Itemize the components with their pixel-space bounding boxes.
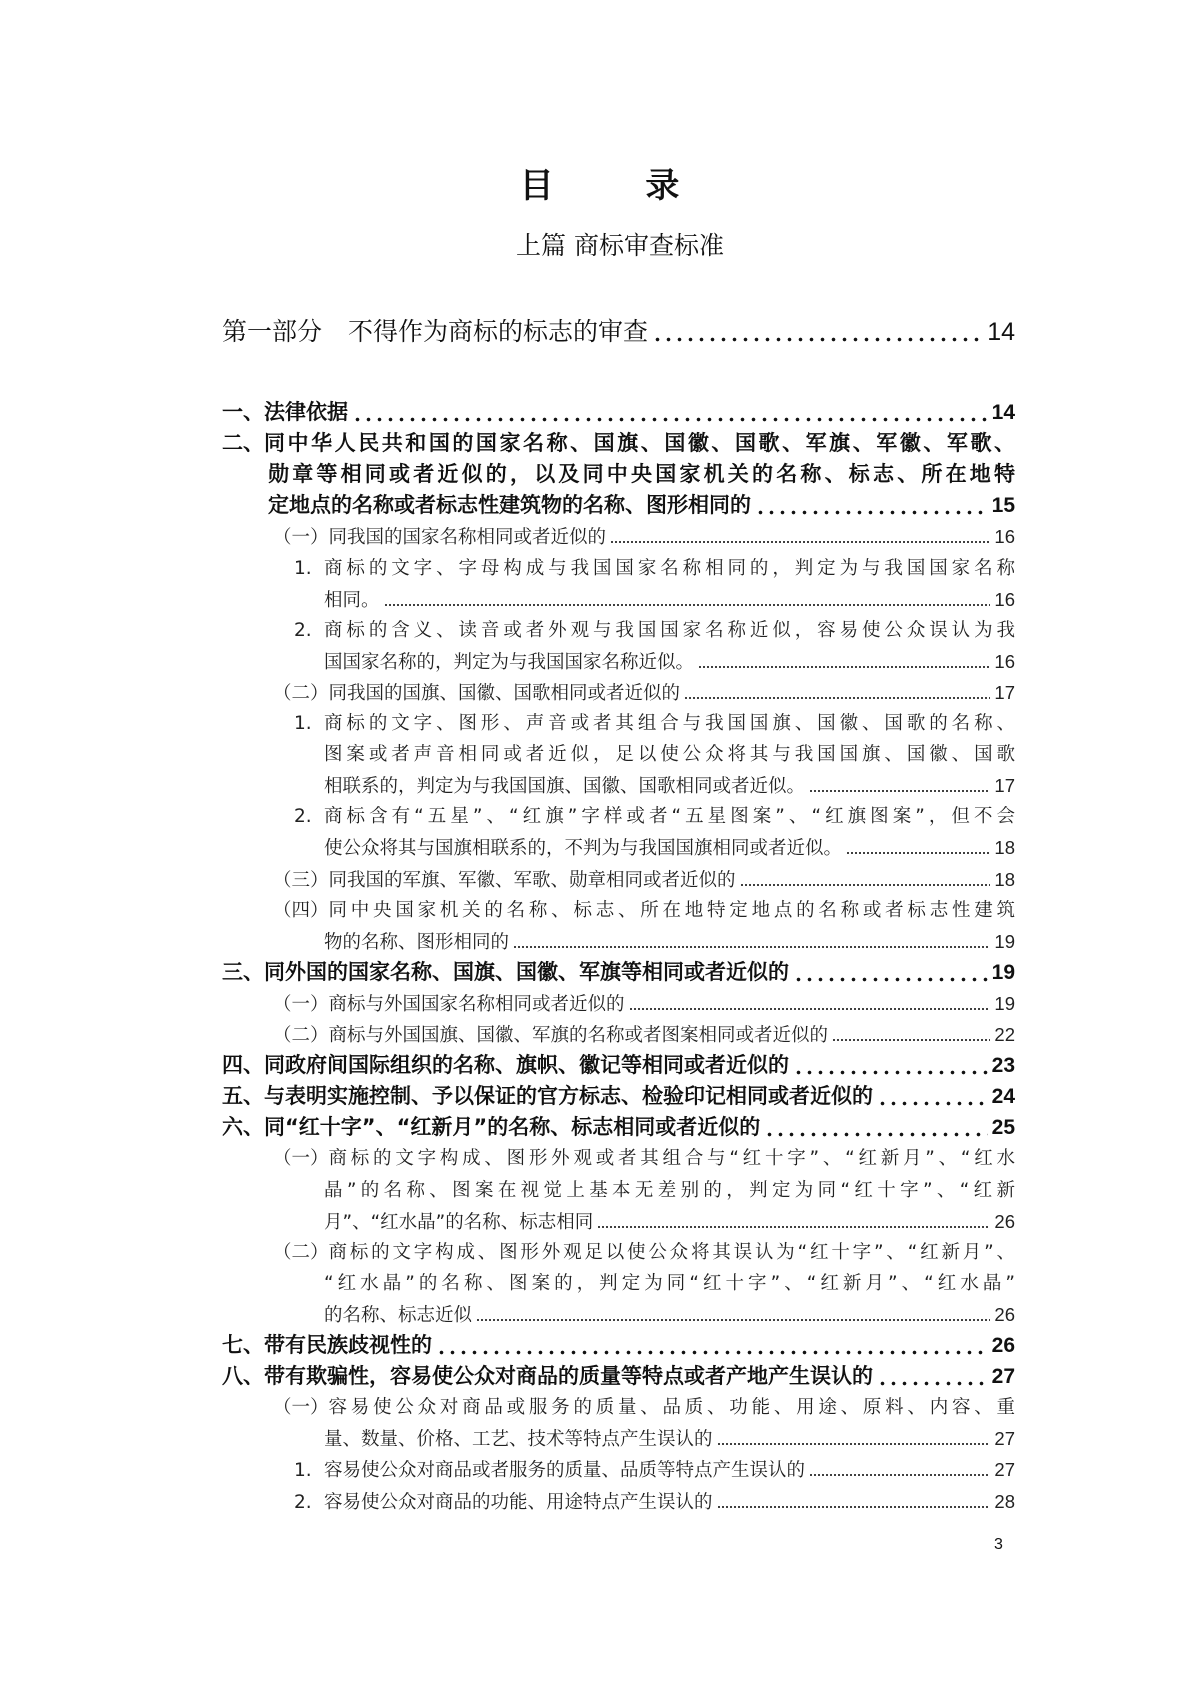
entry-page: 16 <box>994 526 1015 548</box>
entry-text: 与表明实施控制、予以保证的官方标志、检验印记相同或者近似的 <box>264 1084 873 1109</box>
toc-entry-line[interactable] <box>273 521 1015 552</box>
dot-leader <box>384 603 991 607</box>
entry-page: 19 <box>994 930 1015 952</box>
entry-number: 四、 <box>222 1053 264 1078</box>
entry-number: （二） <box>273 1025 329 1046</box>
entry-number: 2. <box>294 619 312 641</box>
toc-entry-line-wrapped[interactable] <box>268 459 1015 490</box>
toc-entry-line[interactable] <box>294 1454 1015 1485</box>
entry-text: 勋章等相同或者近似的，以及同中央国家机关的名称、标志、所在地特 <box>268 462 1015 487</box>
dot-leader <box>809 789 990 793</box>
entry-number: 2. <box>294 1491 312 1513</box>
entry-page: 18 <box>994 868 1015 890</box>
entry-page: 14 <box>991 401 1015 424</box>
entry-number: 二、 <box>222 431 264 456</box>
entry-text: 商标的文字构成、图形外观或者其组合与“红十字”、“红新月”、“红水 <box>328 1148 1015 1170</box>
entry-number: 八、 <box>222 1364 264 1389</box>
entry-page: 19 <box>994 992 1015 1014</box>
entry-number: （二） <box>273 1241 329 1263</box>
toc-entry-line-wrapped[interactable] <box>324 1175 1015 1206</box>
toc-entry-line-wrapped[interactable] <box>294 553 1015 584</box>
entry-page: 28 <box>994 1490 1015 1512</box>
entry-text: 同外国的国家名称、国旗、国徽、军旗等相同或者近似的 <box>264 959 789 984</box>
dot-leader <box>832 1038 990 1042</box>
entry-text: 晶”的名称、图案在视觉上基本无差别的，判定为同“红十字”、“红新 <box>324 1179 1015 1201</box>
entry-page: 23 <box>991 1054 1015 1078</box>
dot-leader <box>610 540 990 544</box>
entry-page: 18 <box>994 837 1015 859</box>
entry-number: （一） <box>273 993 329 1015</box>
entry-page: 19 <box>991 960 1015 984</box>
entry-number: （一） <box>273 527 329 549</box>
entry-number: 2. <box>294 806 312 828</box>
entry-number: （一） <box>273 1148 329 1170</box>
entry-page: 17 <box>994 681 1015 703</box>
entry-page: 27 <box>994 1459 1015 1481</box>
toc-entry-line[interactable] <box>273 988 1015 1019</box>
dot-leader <box>698 665 990 669</box>
entry-text: 商标的文字、图形、声音或者其组合与我国国旗、国徽、国歌的名称、 <box>324 713 1015 734</box>
entry-text: 同中央国家机关的名称、标志、所在地特定地点的名称或者标志性建筑 <box>328 899 1015 921</box>
entry-page: 26 <box>991 1334 1015 1357</box>
dot-leader <box>717 1505 991 1509</box>
entry-text: “红水晶”的名称、图案的，判定为同“红十字”、“红新月”、“红水晶” <box>324 1272 1015 1294</box>
toc-entry-line[interactable] <box>273 677 1015 708</box>
toc-entry-line[interactable] <box>222 1361 1015 1392</box>
entry-number: 三、 <box>222 959 264 984</box>
entry-page: 27 <box>994 1428 1015 1450</box>
entry-page: 16 <box>994 588 1015 610</box>
toc-entry-line-wrapped[interactable] <box>222 428 1015 459</box>
dot-leader <box>793 1070 988 1075</box>
entry-text: 的名称、标志近似 <box>324 1304 473 1326</box>
part-label: 第一部分 <box>222 317 323 346</box>
entry-text: 带有欺骗性，容易使公众对商品的质量等特点或者产地产生误认的 <box>264 1364 873 1389</box>
entry-text: 商标的文字、字母构成与我国国家名称相同的，判定为与我国国家名称 <box>324 557 1015 579</box>
entry-page: 15 <box>991 494 1015 518</box>
entry-number: （二） <box>273 682 329 704</box>
entry-number: （四） <box>273 899 329 921</box>
entry-text: 国国家名称的，判定为与我国国家名称近似。 <box>324 651 695 673</box>
entry-text: 同我国的军旗、军徽、军歌、勋章相同或者近似的 <box>328 869 736 891</box>
dot-leader <box>793 977 988 982</box>
entry-page: 26 <box>994 1303 1015 1325</box>
entry-page: 26 <box>994 1210 1015 1232</box>
dot-leader <box>597 1225 990 1229</box>
dot-leader <box>513 945 990 949</box>
entry-number: （三） <box>273 869 329 891</box>
toc-entry-line-wrapped[interactable] <box>294 801 1015 832</box>
entry-text: 同中华人民共和国的国家名称、国旗、国徽、国歌、军旗、军徽、军歌、 <box>264 431 1015 456</box>
entry-text: 商标的含义、读音或者外观与我国国家名称近似，容易使公众误认为我 <box>324 619 1015 641</box>
entry-number: 六、 <box>222 1115 264 1140</box>
entry-text: 商标含有“五星”、“红旗”字样或者“五星图案”、“红旗图案”，但不会 <box>324 806 1015 828</box>
entry-text: 商标的文字构成、图形外观足以使公众将其误认为“红十字”、“红新月”、 <box>328 1241 1015 1263</box>
dot-leader <box>877 1101 988 1106</box>
dot-leader <box>877 1381 988 1386</box>
toc-entry-line[interactable] <box>324 926 1015 957</box>
entry-text: 容易使公众对商品或者服务的质量、品质等特点产生误认的 <box>324 1460 806 1482</box>
dot-leader <box>717 1442 991 1446</box>
toc-entry-line[interactable] <box>324 1206 1015 1237</box>
page-number: 3 <box>994 1536 1003 1553</box>
entry-text: 相同。 <box>324 589 380 611</box>
dot-leader <box>846 851 990 855</box>
entry-text: 容易使公众对商品或服务的质量、品质、功能、用途、原料、内容、重 <box>328 1397 1015 1419</box>
part-text: 不得作为商标的标志的审查 <box>348 317 649 346</box>
toc-subtitle: 上篇 商标审查标准 <box>516 231 724 260</box>
toc-entry-line-wrapped[interactable] <box>324 739 1015 770</box>
toc-entry-line[interactable] <box>222 1112 1015 1143</box>
toc-entry-line[interactable] <box>294 1486 1015 1517</box>
toc-entry-line[interactable] <box>222 957 1015 988</box>
dot-leader <box>476 1318 990 1322</box>
dot-leader <box>436 1350 988 1355</box>
toc-entry-line[interactable] <box>324 1423 1015 1454</box>
entry-page: 22 <box>994 1024 1015 1045</box>
toc-entry-line[interactable] <box>324 832 1015 863</box>
dot-leader <box>755 510 988 515</box>
toc-entry-line[interactable] <box>222 1050 1015 1081</box>
toc-entry-line[interactable] <box>268 490 1015 521</box>
toc-entry-line[interactable] <box>324 770 1015 801</box>
entry-number: 1. <box>294 1460 312 1482</box>
entry-text: 同我国的国旗、国徽、国歌相同或者近似的 <box>328 682 681 704</box>
entry-text: 定地点的名称或者标志性建筑物的名称、图形相同的 <box>268 493 751 518</box>
dot-leader <box>652 337 983 342</box>
entry-text: 使公众将其与国旗相联系的，不判为与我国国旗相同或者近似。 <box>324 838 843 860</box>
dot-leader <box>764 1132 987 1137</box>
toc-entry-line-wrapped[interactable] <box>324 1268 1015 1299</box>
entry-number: （一） <box>273 1397 329 1419</box>
toc-entry-line[interactable] <box>324 1299 1015 1330</box>
dot-leader <box>684 696 990 700</box>
entry-number: 五、 <box>222 1084 264 1109</box>
toc-entry-line[interactable] <box>273 1019 1015 1050</box>
toc-entry-line-wrapped[interactable] <box>273 1143 1015 1174</box>
toc-entry-line[interactable] <box>273 864 1015 895</box>
toc-entry-line-wrapped[interactable] <box>294 708 1015 739</box>
entry-text: 商标与外国国家名称相同或者近似的 <box>328 993 625 1015</box>
entry-text: 容易使公众对商品的功能、用途特点产生误认的 <box>324 1491 713 1513</box>
entry-text: 同政府间国际组织的名称、旗帜、徽记等相同或者近似的 <box>264 1053 789 1078</box>
entry-page: 24 <box>991 1085 1015 1109</box>
entry-text: 量、数量、价格、工艺、技术等特点产生误认的 <box>324 1429 713 1451</box>
dot-leader <box>740 883 991 887</box>
toc-entry-line-wrapped[interactable] <box>294 615 1015 646</box>
entry-page: 16 <box>994 650 1015 672</box>
entry-text: 月”、“红水晶”的名称、标志相同 <box>324 1211 594 1233</box>
toc-entry-line[interactable] <box>222 397 1015 428</box>
entry-number: 一、 <box>222 400 264 424</box>
entry-number: 七、 <box>222 1333 264 1357</box>
toc-entry-line[interactable] <box>222 1081 1015 1112</box>
entry-text: 同我国的国家名称相同或者近似的 <box>328 527 607 549</box>
toc-entry-line[interactable] <box>324 646 1015 677</box>
entry-text: 同“红十字”、“红新月”的名称、标志相同或者近似的 <box>264 1115 761 1140</box>
entry-text: 物的名称、图形相同的 <box>324 931 510 953</box>
entry-number: 1. <box>294 557 312 579</box>
toc-entry-line-wrapped[interactable] <box>273 1392 1015 1423</box>
toc-entry-line-wrapped[interactable] <box>273 895 1015 926</box>
entry-number: 1. <box>294 713 312 734</box>
entry-page: 17 <box>994 775 1015 797</box>
entry-text: 带有民族歧视性的 <box>264 1333 432 1357</box>
entry-text: 商标与外国国旗、国徽、军旗的名称或者图案相同或者近似的 <box>328 1025 829 1046</box>
toc-part-heading[interactable] <box>222 312 1015 348</box>
toc-entry-line-wrapped[interactable] <box>273 1237 1015 1268</box>
toc-entry-line[interactable] <box>222 1330 1015 1361</box>
entry-text: 相联系的，判定为与我国国旗、国徽、国歌相同或者近似。 <box>324 776 806 798</box>
entry-text: 法律依据 <box>264 400 348 424</box>
entry-text: 图案或者声音相同或者近似，足以使公众将其与我国国旗、国徽、国歌 <box>324 744 1015 766</box>
entry-page: 27 <box>991 1365 1015 1389</box>
entry-page: 25 <box>991 1116 1015 1140</box>
toc-entry-line[interactable] <box>324 584 1015 615</box>
dot-leader <box>809 1473 990 1477</box>
toc-title: 目 录 <box>519 166 720 206</box>
part-page: 14 <box>987 318 1015 346</box>
dot-leader <box>352 417 988 422</box>
dot-leader <box>629 1007 991 1011</box>
